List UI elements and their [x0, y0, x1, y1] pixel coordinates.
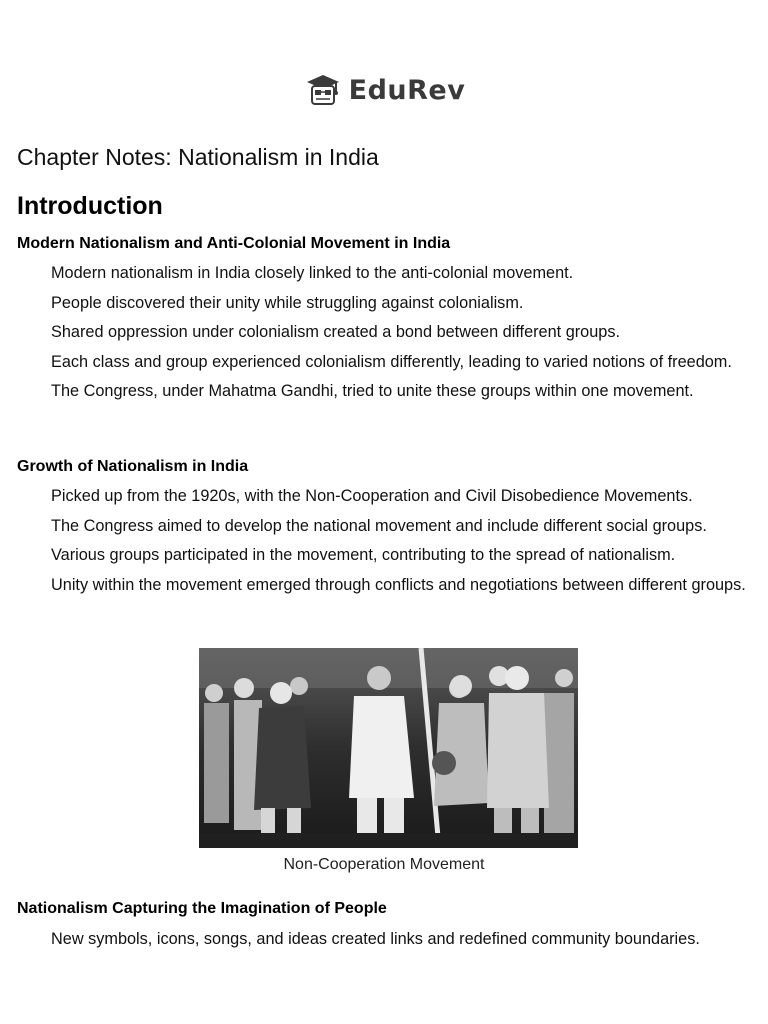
- list-item: The Congress aimed to develop the national movement and include different social groups.: [51, 516, 707, 535]
- subheading-growth-of-nationalism: Growth of Nationalism in India: [17, 458, 249, 475]
- graduation-cap-icon: [303, 72, 343, 108]
- edurev-logo[interactable]: [0, 72, 768, 108]
- list-item: Shared oppression under colonialism created a bond between different groups.: [51, 323, 621, 342]
- bullet-list-nationalism-imagination: [51, 925, 751, 955]
- list-item: Modern nationalism in India closely linked to the anti-colonial movement.: [51, 264, 574, 282]
- list-item: Each class and group experienced colonialism differently, leading to varied notions of freedom.: [51, 352, 732, 371]
- list-item: New symbols, icons, songs, and ideas created links and redefined community boundaries.: [51, 930, 700, 948]
- logo-text: EduRev: [348, 74, 466, 106]
- list-item: Various groups participated in the movement, contributing to the spread of nationalism.: [51, 546, 676, 565]
- bullet-list-growth-of-nationalism: [51, 482, 751, 600]
- figure-caption: Non-Cooperation Movement: [283, 856, 485, 873]
- subheading-modern-nationalism: Modern Nationalism and Anti-Colonial Movement in India: [17, 235, 451, 252]
- list-item: People discovered their unity while struggling against colonialism.: [51, 293, 524, 312]
- document-title: Chapter Notes: Nationalism in India: [17, 144, 379, 170]
- non-cooperation-movement-photo: [199, 648, 578, 848]
- subheading-nationalism-imagination: Nationalism Capturing the Imagination of People: [17, 900, 387, 917]
- list-item: Picked up from the 1920s, with the Non-Cooperation and Civil Disobedience Movements.: [51, 487, 693, 505]
- list-item: Unity within the movement emerged through conflicts and negotiations between different groups.: [51, 575, 746, 594]
- section-heading-introduction: Introduction: [17, 192, 163, 220]
- bullet-list-modern-nationalism: [51, 259, 751, 407]
- list-item: The Congress, under Mahatma Gandhi, tried to unite these groups within one movement.: [51, 382, 694, 401]
